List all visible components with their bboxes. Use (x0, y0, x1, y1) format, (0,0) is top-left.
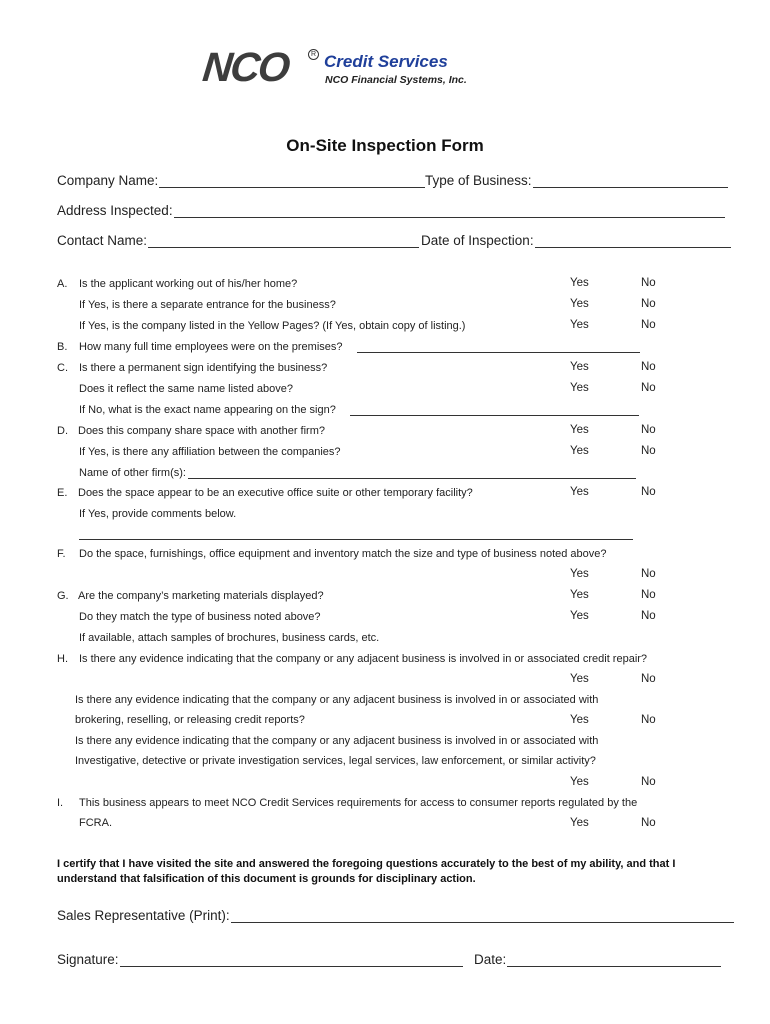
date-line[interactable] (507, 954, 721, 967)
company-logo (200, 44, 503, 96)
no-option[interactable]: No (641, 589, 656, 601)
section-letter-c: C. (57, 362, 68, 374)
date-of-inspection-label: Date of Inspection: (421, 233, 534, 248)
section-letter-g: G. (57, 590, 69, 602)
company-name-line[interactable] (159, 175, 425, 188)
question-d1: Does this company share space with another firm? (78, 425, 326, 437)
sign-name-answer-line[interactable] (350, 415, 639, 416)
section-letter-e: E. (57, 487, 68, 499)
no-option[interactable]: No (641, 319, 656, 331)
type-of-business-field[interactable] (425, 173, 728, 188)
employees-answer-line[interactable] (357, 352, 640, 353)
certification-statement: I certify that I have visited the site and answered the foregoing questions accurately to the best of my ability, and that I understand that falsification of this document is grounds for disciplinary action. (57, 858, 676, 885)
yes-option[interactable]: Yes (570, 589, 589, 601)
contact-name-label: Contact Name: (57, 233, 148, 248)
registered-mark: R (308, 49, 319, 60)
address-inspected-line[interactable] (174, 205, 725, 218)
question-d2: If Yes, is there any affiliation between the companies? (79, 446, 341, 458)
question-b1: How many full time employees were on the premises? (79, 341, 343, 353)
date-label: Date: (474, 952, 507, 967)
logo-wordmark: NCO (200, 44, 291, 90)
other-firm-answer-line[interactable] (188, 478, 636, 479)
no-option[interactable]: No (641, 610, 656, 622)
section-letter-d: D. (57, 425, 68, 437)
no-option[interactable]: No (641, 382, 656, 394)
date-of-inspection-field[interactable] (421, 233, 731, 248)
contact-name-field[interactable] (57, 233, 419, 248)
sales-rep-field[interactable] (57, 908, 734, 923)
question-h3b: Investigative, detective or private investigation services, legal services, law enforcement, or similar activity? (75, 755, 596, 767)
yes-option[interactable]: Yes (570, 714, 589, 726)
question-e2: If Yes, provide comments below. (79, 508, 237, 520)
yes-option[interactable]: Yes (570, 817, 589, 829)
yes-option[interactable]: Yes (570, 610, 589, 622)
no-option[interactable]: No (641, 445, 656, 457)
signature-line[interactable] (120, 954, 463, 967)
signature-field[interactable] (57, 952, 463, 967)
section-letter-b: B. (57, 341, 68, 353)
question-i1a: This business appears to meet NCO Credit Services requirements for access to consumer reports regulated by the (79, 797, 638, 809)
section-letter-i: I. (57, 797, 64, 809)
question-h2b: brokering, reselling, or releasing credit reports? (75, 714, 305, 726)
question-h3a: Is there any evidence indicating that the company or any adjacent business is involved in or associated with (75, 735, 599, 747)
question-c3: If No, what is the exact name appearing on the sign? (79, 404, 336, 416)
question-h1: Is there any evidence indicating that the company or any adjacent business is involved in or associated credit repair? (79, 653, 648, 665)
section-letter-h: H. (57, 653, 68, 665)
company-name-field[interactable] (57, 173, 425, 188)
question-g1: Are the company’s marketing materials displayed? (78, 590, 324, 602)
yes-option[interactable]: Yes (570, 673, 589, 685)
address-inspected-field[interactable] (57, 203, 725, 218)
sales-rep-line[interactable] (231, 910, 734, 923)
no-option[interactable]: No (641, 714, 656, 726)
address-inspected-label: Address Inspected: (57, 203, 173, 218)
no-option[interactable]: No (641, 568, 656, 580)
no-option[interactable]: No (641, 673, 656, 685)
logo-title: Credit Services (324, 52, 448, 71)
type-of-business-line[interactable] (533, 175, 728, 188)
question-c2: Does it reflect the same name listed above? (79, 383, 294, 395)
yes-option[interactable]: Yes (570, 568, 589, 580)
date-of-inspection-line[interactable] (535, 235, 731, 248)
section-letter-f: F. (57, 548, 66, 560)
question-g3: If available, attach samples of brochures, business cards, etc. (79, 632, 380, 644)
logo-subtitle: NCO Financial Systems, Inc. (325, 74, 467, 86)
question-i1b: FCRA. (79, 817, 112, 829)
type-of-business-label: Type of Business: (425, 173, 532, 188)
sales-rep-label: Sales Representative (Print): (57, 908, 230, 923)
no-option[interactable]: No (641, 361, 656, 373)
yes-option[interactable]: Yes (570, 298, 589, 310)
yes-option[interactable]: Yes (570, 424, 589, 436)
no-option[interactable]: No (641, 776, 656, 788)
company-name-label: Company Name: (57, 173, 159, 188)
question-h2a: Is there any evidence indicating that the company or any adjacent business is involved in or associated with (75, 694, 599, 706)
question-f1: Do the space, furnishings, office equipment and inventory match the size and type of business noted above? (79, 548, 607, 560)
no-option[interactable]: No (641, 277, 656, 289)
question-d3: Name of other firm(s): (79, 467, 186, 479)
question-g2: Do they match the type of business noted above? (79, 611, 321, 623)
comments-answer-line[interactable] (79, 539, 633, 540)
no-option[interactable]: No (641, 298, 656, 310)
yes-option[interactable]: Yes (570, 382, 589, 394)
yes-option[interactable]: Yes (570, 361, 589, 373)
contact-name-line[interactable] (148, 235, 419, 248)
yes-option[interactable]: Yes (570, 776, 589, 788)
yes-option[interactable]: Yes (570, 277, 589, 289)
signature-label: Signature: (57, 952, 119, 967)
no-option[interactable]: No (641, 424, 656, 436)
question-e1: Does the space appear to be an executive office suite or other temporary facility? (78, 487, 473, 499)
date-field[interactable] (474, 952, 721, 967)
section-letter-a: A. (57, 278, 68, 290)
no-option[interactable]: No (641, 817, 656, 829)
question-a3: If Yes, is the company listed in the Yellow Pages? (If Yes, obtain copy of listing.) (79, 320, 466, 332)
yes-option[interactable]: Yes (570, 445, 589, 457)
no-option[interactable]: No (641, 486, 656, 498)
question-a2: If Yes, is there a separate entrance for the business? (79, 299, 336, 311)
yes-option[interactable]: Yes (570, 319, 589, 331)
yes-option[interactable]: Yes (570, 486, 589, 498)
page-title: On-Site Inspection Form (286, 136, 484, 155)
question-c1: Is there a permanent sign identifying the business? (79, 362, 328, 374)
question-a1: Is the applicant working out of his/her home? (79, 278, 298, 290)
